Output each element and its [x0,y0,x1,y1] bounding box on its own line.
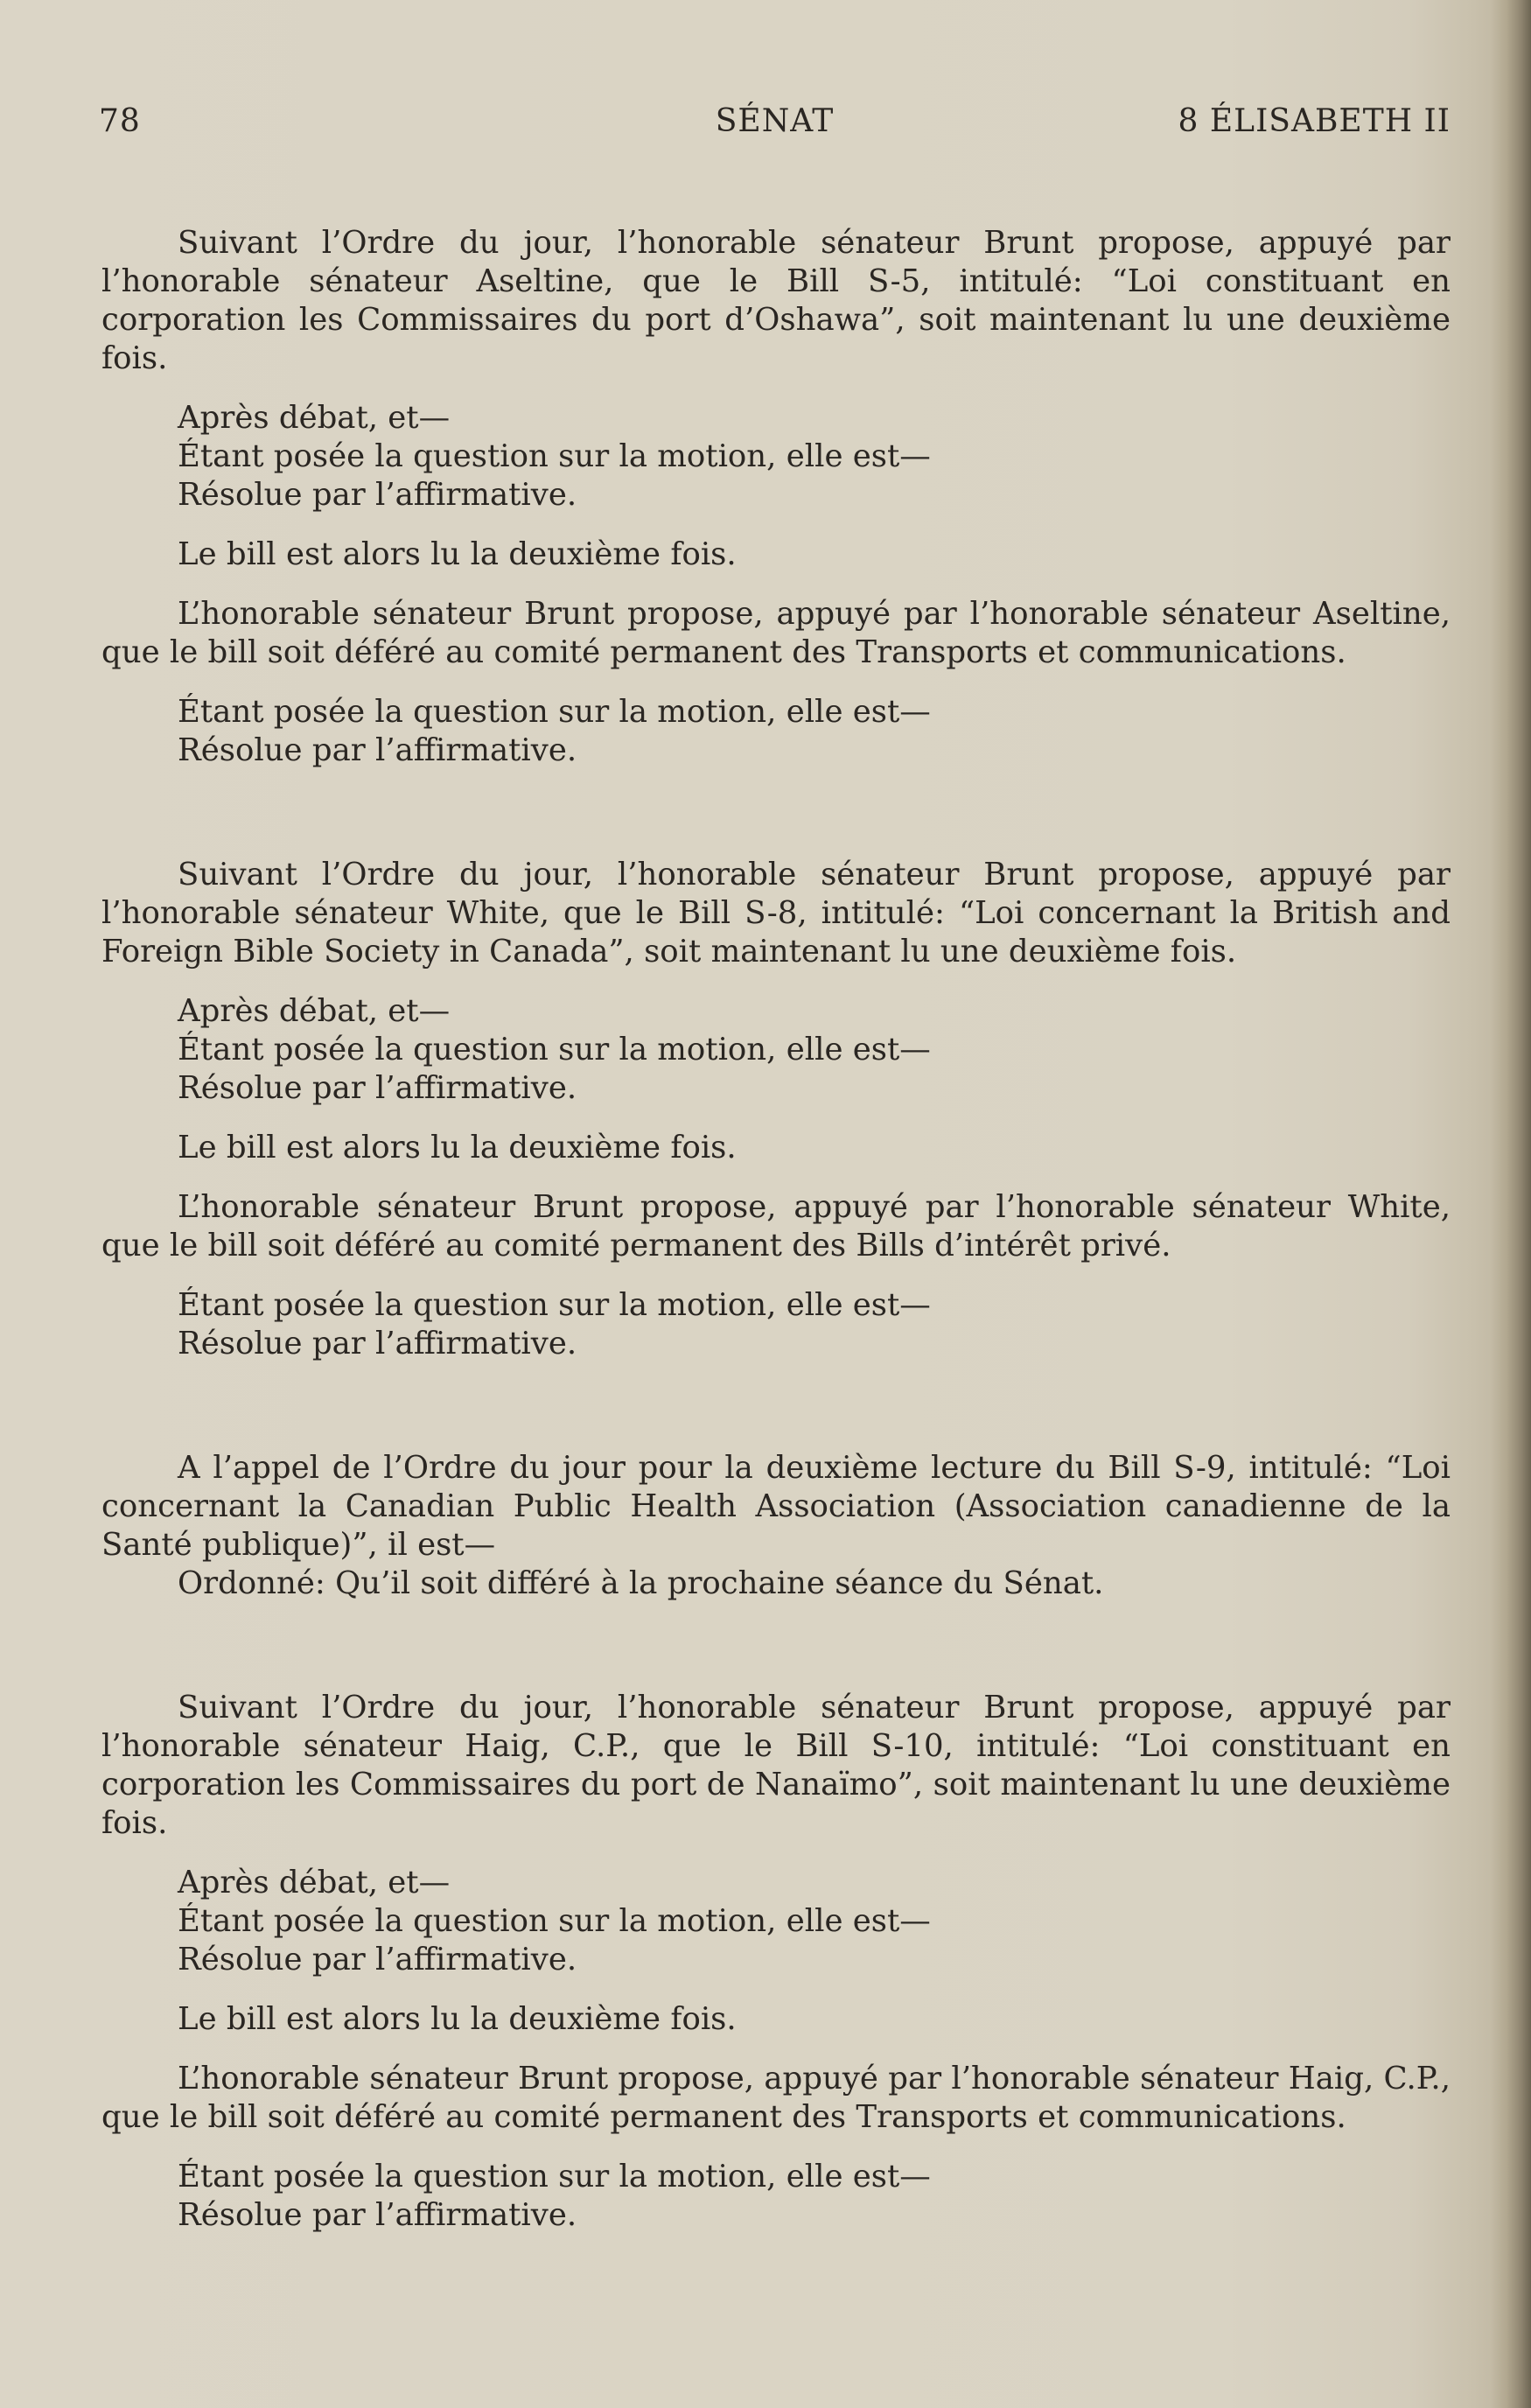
referral-paragraph: L’honorable sénateur Brunt propose, appuyé par l’honorable sénateur Haig, C.P., que le bill soit déféré au comité permanent des Transports et communications. [101,2061,1451,2135]
second-reading-line: Le bill est alors lu la deuxième fois. [178,2001,737,2037]
second-reading-line: Le bill est alors lu la deuxième fois. [178,536,737,572]
order-block [101,1564,1451,1603]
section-spacer [101,1363,1451,1449]
second-reading-block [101,1129,1451,1167]
bill-s8-section [101,856,1451,1363]
page-title: SÉNAT [715,103,835,139]
debate-line: Après débat, et— [178,400,451,436]
question-line: Étant posée la question sur la motion, elle est— [178,438,931,474]
question-line: Étant posée la question sur la motion, elle est— [178,694,931,730]
vote-block [101,399,1451,514]
order-line: Ordonné: Qu’il soit différé à la prochaine séance du Sénat. [178,1565,1104,1601]
second-reading-line: Le bill est alors lu la deuxième fois. [178,1130,737,1166]
result-line: Résolue par l’affirmative. [178,732,577,768]
result-line: Résolue par l’affirmative. [178,1942,577,1978]
referral-vote-block [101,2158,1451,2235]
result-line: Résolue par l’affirmative. [178,1070,577,1106]
bill-s9-section [101,1449,1451,1603]
bill-s10-section [101,1689,1451,2235]
question-line: Étant posée la question sur la motion, elle est— [178,1032,931,1068]
motion-paragraph: Suivant l’Ordre du jour, l’honorable sénateur Brunt propose, appuyé par l’honorable sénateur White, que le Bill S-8, intitulé: “Loi concernant la British and Foreign Bible Society in Canada”, soit maintenant lu une deuxième fois. [101,857,1451,970]
referral-paragraph: L’honorable sénateur Brunt propose, appuyé par l’honorable sénateur White, que le bill soit déféré au comité permanent des Bills d’intérêt privé. [101,1189,1451,1264]
result-line: Résolue par l’affirmative. [178,1326,577,1362]
vote-block [101,992,1451,1108]
referral-vote-block [101,1286,1451,1363]
second-reading-block [101,2000,1451,2039]
question-line: Étant posée la question sur la motion, elle est— [178,2159,931,2194]
second-reading-block [101,536,1451,574]
referral-paragraph: L’honorable sénateur Brunt propose, appuyé par l’honorable sénateur Aseltine, que le bill soit déféré au comité permanent des Transports et communications. [101,596,1451,670]
result-line: Résolue par l’affirmative. [178,2197,577,2233]
page-number: 78 [99,103,141,139]
regnal-year: 8 ÉLISABETH II [1178,103,1451,139]
debate-line: Après débat, et— [178,993,451,1029]
motion-paragraph: Suivant l’Ordre du jour, l’honorable sénateur Brunt propose, appuyé par l’honorable sénateur Haig, C.P., que le Bill S-10, intitulé: “Loi constituant en corporation les Commissaires du port de Nanaïmo”, soit maintenant lu une deuxième fois. [101,1690,1451,1841]
referral-vote-block [101,693,1451,770]
page-header [99,103,1451,147]
motion-paragraph: Suivant l’Ordre du jour, l’honorable sénateur Brunt propose, appuyé par l’honorable sénateur Aseltine, que le Bill S-5, intitulé: “Loi constituant en corporation les Commissaires du port d’Oshawa”, soit maintenant lu une deuxième fois. [101,225,1451,376]
debate-line: Après débat, et— [178,1865,451,1900]
page-body [101,224,1451,2235]
vote-block [101,1864,1451,1979]
motion-paragraph: A l’appel de l’Ordre du jour pour la deuxième lecture du Bill S-9, intitulé: “Loi concernant la Canadian Public Health Association (Association canadienne de la Santé publique)”, il est— [101,1450,1451,1563]
section-spacer [101,770,1451,856]
question-line: Étant posée la question sur la motion, elle est— [178,1903,931,1939]
question-line: Étant posée la question sur la motion, elle est— [178,1287,931,1323]
book-spine-shadow [1491,0,1531,2408]
section-spacer [101,1603,1451,1689]
bill-s5-section [101,224,1451,770]
result-line: Résolue par l’affirmative. [178,477,577,513]
